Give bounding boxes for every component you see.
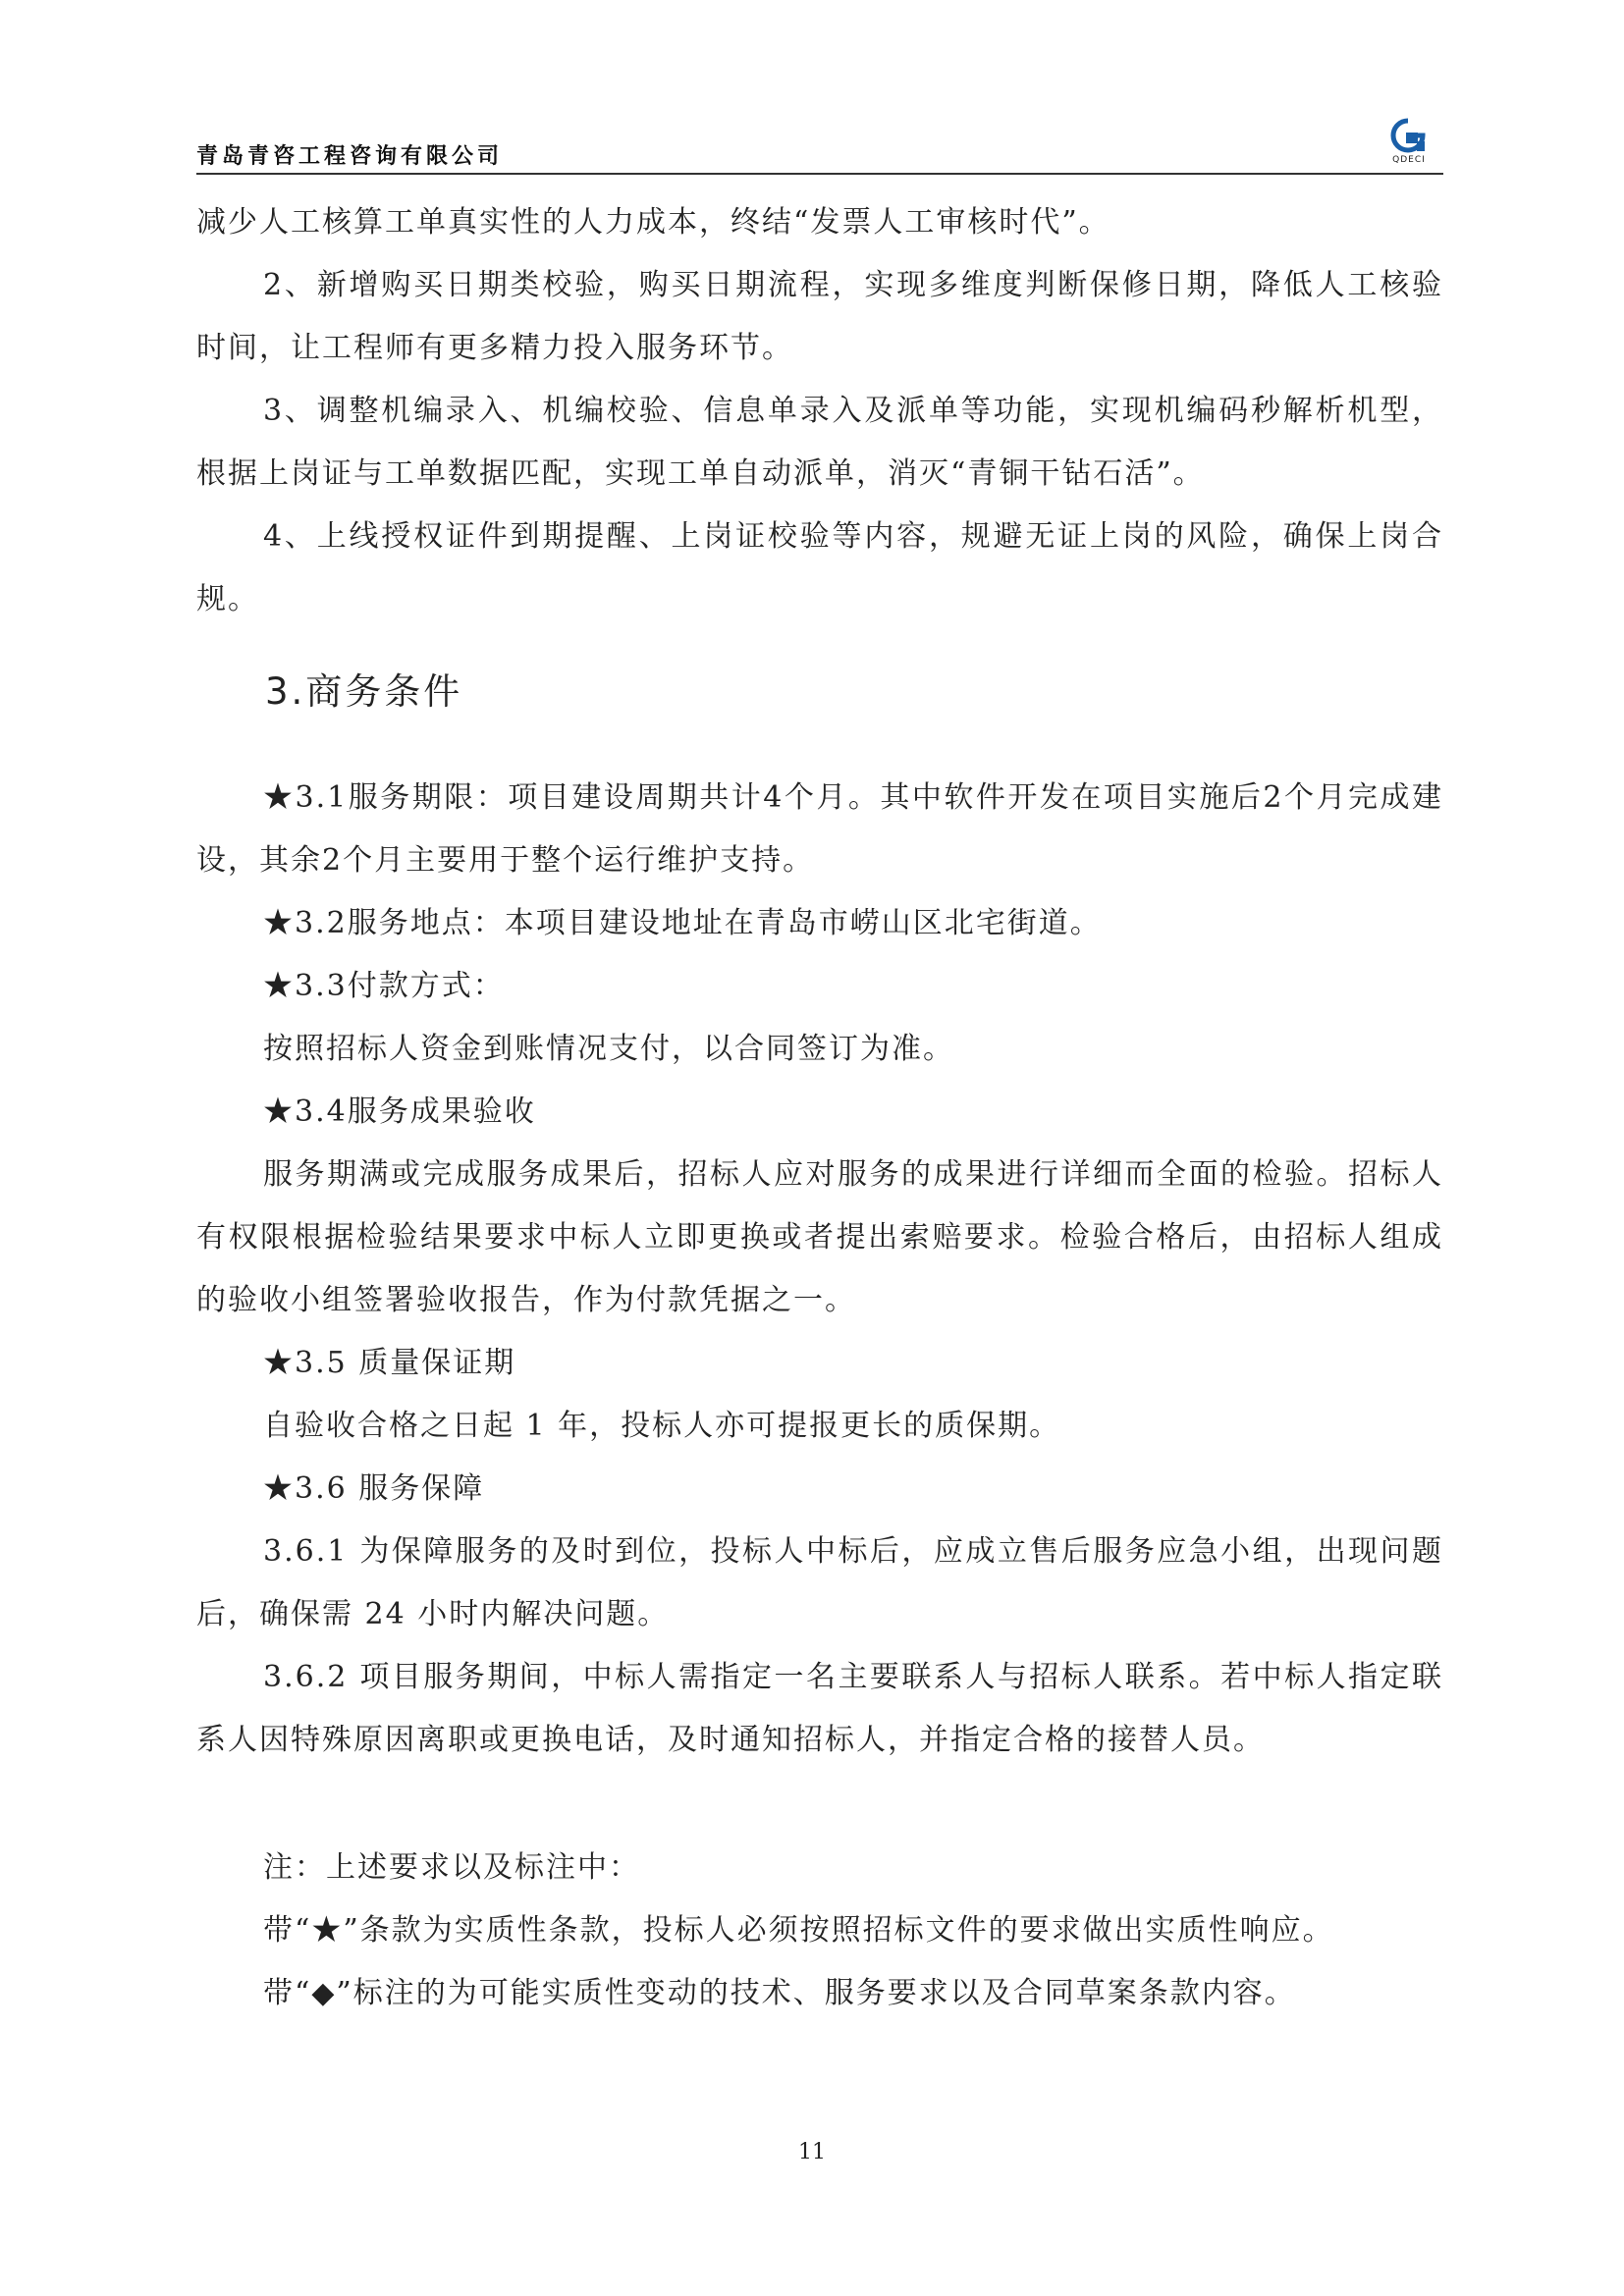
clause-3-6: ★3.6 服务保障 xyxy=(263,1471,485,1506)
clause-3-6-2: 3.6.2 项目服务期间，中标人需指定一名主要联系人与招标人联系。若中标人指定联系人因特殊原因离职或更换电话，及时通知招标人，并指定合格的接替人员。 xyxy=(196,1660,1443,1757)
clause-3-2: ★3.2服务地点：本项目建设地址在青岛市崂山区北宅街道。 xyxy=(263,906,1102,940)
clause-3-3-body: 按照招标人资金到账情况支付，以合同签订为准。 xyxy=(263,1032,954,1066)
paragraph-continuation: 减少人工核算工单真实性的人力成本，终结“发票人工审核时代”。 xyxy=(196,205,1110,240)
page-header xyxy=(196,118,1443,172)
clause-3-5-body: 自验收合格之日起 1 年，投标人亦可提报更长的质保期。 xyxy=(263,1409,1061,1443)
paragraph-item-4: 4、上线授权证件到期提醒、上岗证校验等内容，规避无证上岗的风险，确保上岗合规。 xyxy=(196,519,1443,616)
note-heading: 注：上述要求以及标注中： xyxy=(263,1850,640,1885)
logo-icon xyxy=(1386,118,1432,155)
clause-3-3: ★3.3付款方式： xyxy=(263,969,505,1003)
paragraph-item-3: 3、调整机编录入、机编校验、信息单录入及派单等功能，实现机编码秒解析机型，根据上岗证与工单数据匹配，实现工单自动派单，消灭“青铜干钻石活”。 xyxy=(196,394,1443,491)
note-diamond: 带“◆”标注的为可能实质性变动的技术、服务要求以及合同草案条款内容。 xyxy=(263,1976,1296,2010)
clause-3-5: ★3.5 质量保证期 xyxy=(263,1346,516,1380)
document-body xyxy=(196,191,1443,2025)
clause-3-4: ★3.4服务成果验收 xyxy=(263,1095,536,1129)
paragraph-item-2: 2、新增购买日期类校验，购买日期流程，实现多维度判断保修日期，降低人工核验时间，让工程师有更多精力投入服务环节。 xyxy=(196,268,1443,365)
section-heading: 3.商务条件 xyxy=(265,670,463,713)
clause-3-6-1: 3.6.1 为保障服务的及时到位，投标人中标后，应成立售后服务应急小组，出现问题后，确保需 24 小时内解决问题。 xyxy=(196,1534,1443,1631)
clause-3-1: ★3.1服务期限：项目建设周期共计4个月。其中软件开发在项目实施后2个月完成建设，其余2个月主要用于整个运行维护支持。 xyxy=(196,780,1443,878)
company-logo xyxy=(1386,118,1432,167)
spacer xyxy=(196,1772,1443,1837)
clause-3-4-body: 服务期满或完成服务成果后，招标人应对服务的成果进行详细而全面的检验。招标人有权限根据检验结果要求中标人立即更换或者提出索赔要求。检验合格后，由招标人组成的验收小组签署验收报告，作为付款凭据之一。 xyxy=(196,1157,1443,1317)
note-star: 带“★”条款为实质性条款，投标人必须按照招标文件的要求做出实质性响应。 xyxy=(263,1913,1334,1948)
page-number: 11 xyxy=(798,2140,826,2164)
header-divider xyxy=(196,173,1443,175)
logo-text: QDECI xyxy=(1392,155,1426,165)
company-name: 青岛青咨工程咨询有限公司 xyxy=(196,144,504,169)
